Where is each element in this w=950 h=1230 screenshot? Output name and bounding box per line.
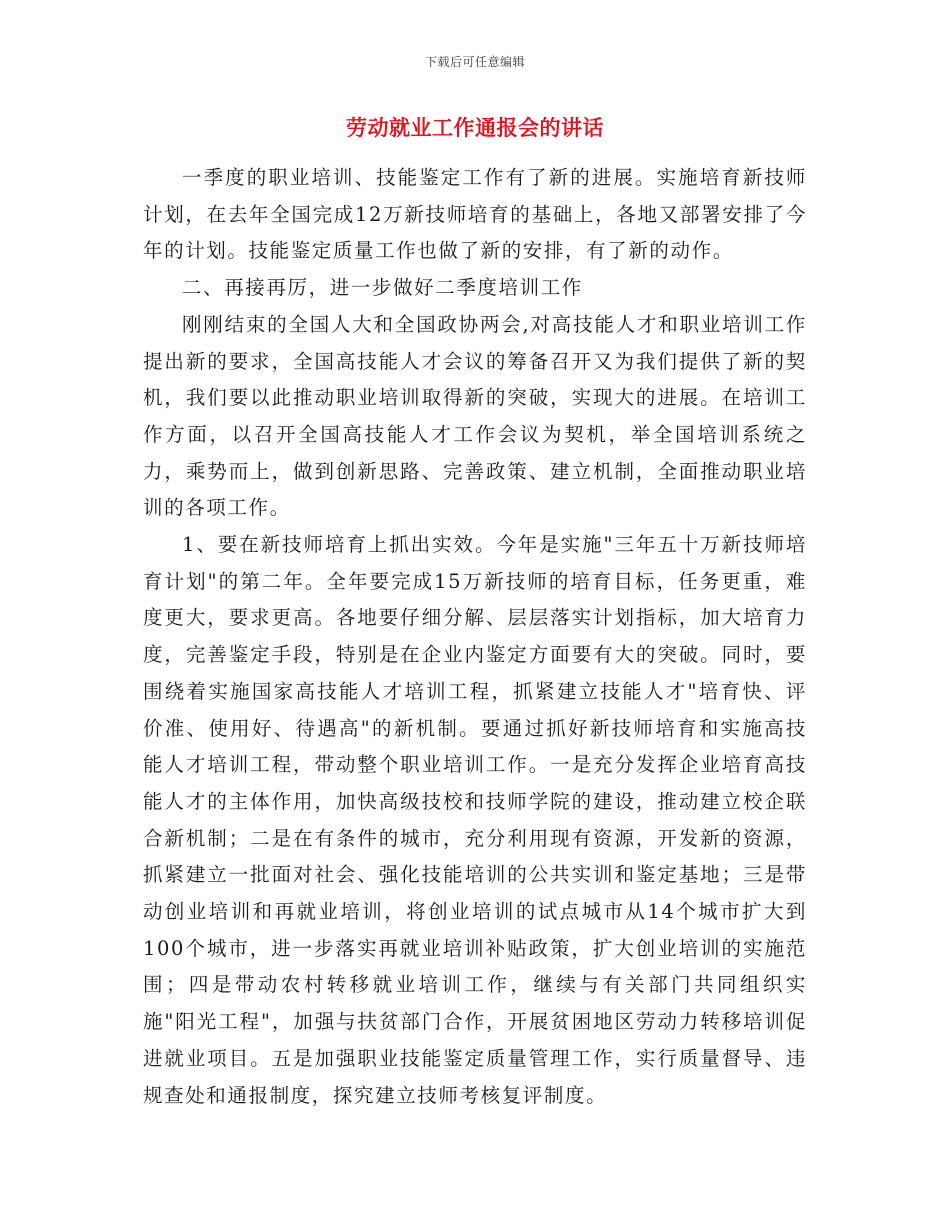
paragraph-q1-progress: 一季度的职业培训、技能鉴定工作有了新的进展。实施培育新技师计划，在去年全国完成12万新技师培育的基础上，各地又部署安排了今年的计划。技能鉴定质量工作也做了新的安排，有了新的动作。: [143, 166, 807, 263]
paragraph-technician-cultivation: 1、要在新技师培育上抓出实效。今年是实施"三年五十万新技师培育计划"的第二年。全年要完成15万新技师的培育目标，任务更重，难度更大，要求更高。各地要仔细分解、层层落实计划指标，加大培育力度，完善鉴定手段，特别是在企业内鉴定方面要有大的突破。同时，要围绕着实施国家高技能人才培训工程，抓紧建立技能人才"培育快、评价准、使用好、待遇高"的新机制。要通过抓好新技师培育和实施高技能人才培训工程，带动整个职业培训工作。一是充分发挥企业培育高技能人才的主体作用，加快高级技校和技师学院的建设，推动建立校企联合新机制；二是在有条件的城市，充分利用现有资源，开发新的资源，抓紧建立一批面对社会、强化技能培训的公共实训和鉴定基地；三是带动创业培训和再就业培训，将创业培训的试点城市从14个城市扩大到100个城市，进一步落实再就业培训补贴政策，扩大创业培训的实施范围；四是带动农村转移就业培训工作，继续与有关部门共同组织实施"阳光工程"，加强与扶贫部门合作，开展贫困地区劳动力转移培训促进就业项目。五是加强职业技能鉴定质量管理工作，实行质量督导、违规查处和通报制度，探究建立技师考核复评制度。: [143, 533, 807, 1107]
document-body: [143, 160, 807, 1114]
page-header-note: 下载后可任意编辑: [424, 55, 525, 69]
document-title: 劳动就业工作通报会的讲话: [346, 115, 604, 140]
paragraph-two-sessions: 刚刚结束的全国人大和全国政协两会,对高技能人才和职业培训工作提出新的要求，全国高技能人才会议的筹备召开又为我们提供了新的契机，我们要以此推动职业培训取得新的突破，实现大的进展。在培训工作方面，以召开全国高技能人才工作会议为契机，举全国培训系统之力，乘势而上，做到创新思路、完善政策、建立机制，全面推动职业培训的各项工作。: [143, 312, 807, 520]
section-heading-2: 二、再接再厉，进一步做好二季度培训工作: [182, 276, 583, 300]
